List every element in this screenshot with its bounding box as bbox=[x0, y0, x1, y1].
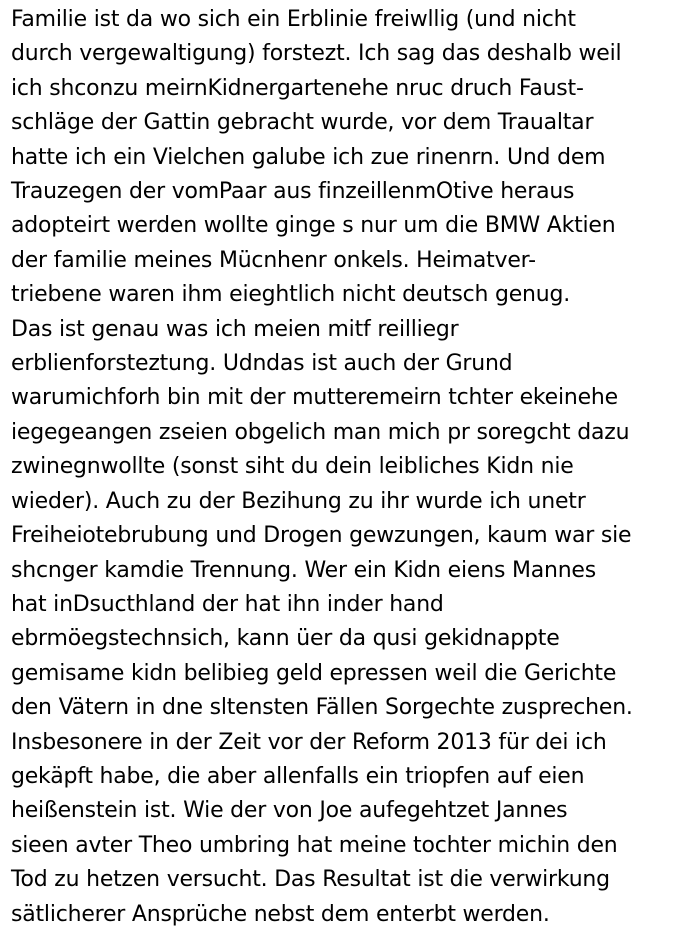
text-line-3: ich shconzu meirnKidnergartenehe nruc druch Faust- bbox=[11, 75, 584, 101]
text-line-19: ebrmöegstechnsich, kann üer da qusi gekidnappte bbox=[11, 626, 560, 652]
text-line-18: hat inDsucthland der hat ihn inder hand bbox=[11, 591, 444, 617]
text-line-12: warumichforh bin mit der mutteremeirn tchter ekeinehe bbox=[11, 385, 618, 411]
text-line-16: Freiheiotebrubung und Drogen gewzungen, kaum war sie bbox=[11, 523, 632, 549]
text-line-24: heißenstein ist. Wie der von Joe aufegehtzet Jannes bbox=[11, 798, 568, 824]
text-line-22: Insbesonere in der Zeit vor der Reform 2013 für dei ich bbox=[11, 729, 607, 755]
text-line-23: gekäpft habe, die aber allenfalls ein triopfen auf eien bbox=[11, 763, 585, 789]
text-line-8: der familie meines Mücnhenr onkels. Heimatver- bbox=[11, 247, 536, 273]
text-line-21: den Vätern in dne sltensten Fällen Sorgechte zusprechen. bbox=[11, 695, 633, 721]
text-line-1: Familie ist da wo sich ein Erblinie freiwllig (und nicht bbox=[11, 7, 576, 32]
body-paragraph bbox=[11, 3, 683, 932]
text-line-5: hatte ich ein Vielchen galube ich zue rinenrn. Und dem bbox=[11, 144, 606, 170]
text-line-20: gemisame kidn belibieg geld epressen weil die Gerichte bbox=[11, 660, 617, 686]
text-line-2: durch vergewaltigung) forstezt. Ich sag das deshalb weil bbox=[11, 41, 622, 67]
text-line-6: Trauzegen der vomPaar aus finzeillenmOtive heraus bbox=[11, 179, 575, 205]
text-line-7: adopteirt werden wollte ginge s nur um die BMW Aktien bbox=[11, 213, 616, 239]
text-line-15: wieder). Auch zu der Bezihung zu ihr wurde ich unetr bbox=[11, 488, 586, 514]
text-line-4: schläge der Gattin gebracht wurde, vor dem Traualtar bbox=[11, 110, 594, 136]
text-line-9: triebene waren ihm eieghtlich nicht deutsch genug. bbox=[11, 282, 571, 308]
text-line-17: shcnger kamdie Trennung. Wer ein Kidn eiens Mannes bbox=[11, 557, 596, 583]
text-line-11: erblienforsteztung. Udndas ist auch der Grund bbox=[11, 351, 513, 377]
text-line-10: Das ist genau was ich meien mitf reilliegr bbox=[11, 316, 459, 342]
text-line-26: Tod zu hetzen versucht. Das Resultat ist die verwirkung bbox=[11, 867, 610, 893]
text-line-27: sätlicherer Ansprüche nebst dem enterbt werden. bbox=[11, 901, 550, 927]
text-line-14: zwinegnwollte (sonst siht du dein leibliches Kidn nie bbox=[11, 454, 574, 480]
text-line-25: sieen avter Theo umbring hat meine tochter michin den bbox=[11, 832, 618, 858]
text-line-13: iegegeangen zseien obgelich man mich pr soregcht dazu bbox=[11, 419, 630, 445]
